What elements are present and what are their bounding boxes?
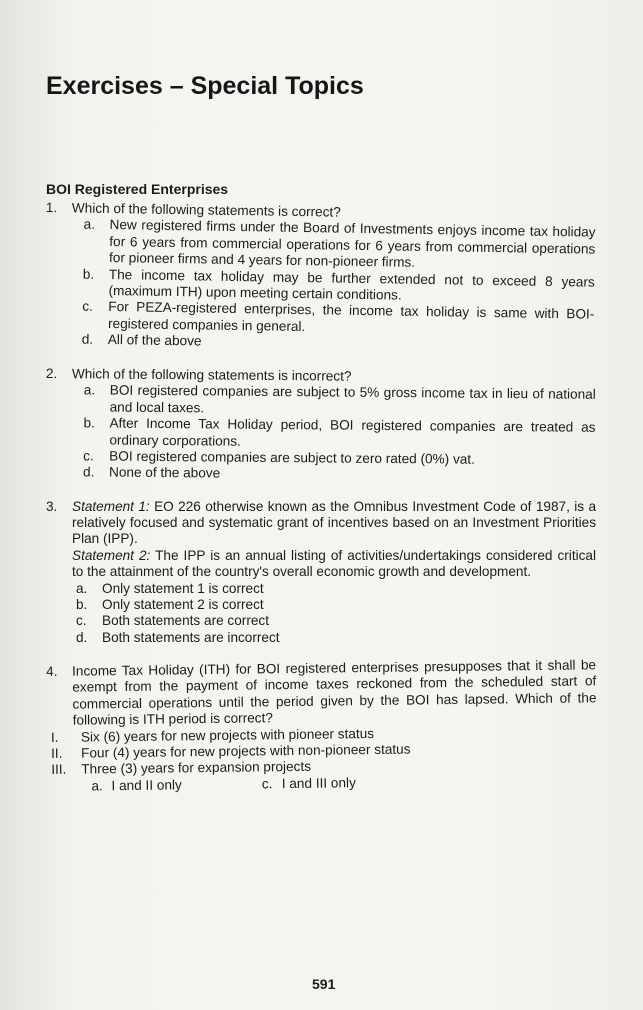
- option-c: [262, 775, 356, 793]
- question-statements: [72, 499, 596, 581]
- statement-1-label: Statement 1:: [72, 498, 150, 514]
- option-letter: b.: [83, 415, 95, 431]
- option-a: [91, 777, 181, 795]
- option-letter: c.: [261, 776, 273, 792]
- question-text: Which of the following statements is incorrect?: [71, 365, 352, 384]
- option-text: I and III only: [281, 775, 356, 792]
- question-number: 3.: [46, 498, 58, 514]
- option-text: Only statement 2 is correct: [102, 596, 264, 612]
- option-a: [83, 217, 596, 274]
- roman-numeral: II.: [51, 745, 63, 762]
- option-text: BOI registered companies are subject to zero rated (0%) vat.: [109, 448, 475, 467]
- option-letter: d.: [76, 629, 88, 645]
- option-text: Only statement 1 is correct: [102, 580, 264, 596]
- roman-item-list: [51, 723, 598, 779]
- option-a: [84, 382, 596, 419]
- option-text: For PEZA-registered enterprises, the income tax holiday is same with BOI-registered companies in general.: [107, 299, 595, 334]
- option-text: BOI registered companies are subject to 5% gross income tax in lieu of national and local taxes.: [109, 382, 596, 415]
- statement-2-text: The IPP is an annual listing of activities/undertakings considered critical to the attainment of the country's overall economic growth and development.: [72, 547, 596, 580]
- statement-1: [72, 499, 596, 548]
- question-text: Income Tax Holiday (ITH) for BOI registered enterprises presupposes that it shall be exempt from the payment of income taxes reckoned from the scheduled start of commercial operations until the period given by the BOI has lapsed. Which of the following is ITH period is correct?: [71, 657, 597, 729]
- option-d: [76, 630, 596, 646]
- option-letter: a.: [83, 382, 96, 398]
- page-number: 591: [312, 976, 336, 992]
- question-number: 1.: [45, 200, 58, 216]
- roman-item-text: Six (6) years for new projects with pioneer status: [80, 725, 375, 745]
- option-letter: c.: [76, 613, 87, 629]
- option-b: [83, 415, 595, 452]
- statement-2: [72, 548, 596, 581]
- roman-item-text: Four (4) years for new projects with non-pioneer status: [80, 741, 411, 761]
- option-c: [76, 613, 596, 629]
- page-title: Exercises – Special Topics: [46, 72, 364, 100]
- question-1: [44, 200, 596, 356]
- option-text: Both statements are correct: [102, 613, 269, 629]
- option-letter: a.: [83, 217, 96, 233]
- exercise-list: [46, 200, 596, 795]
- option-list: [82, 217, 596, 356]
- option-text: After Income Tax Holiday period, BOI registered companies are treated as ordinary corporations.: [109, 415, 596, 448]
- section-heading: BOI Registered Enterprises: [46, 181, 229, 197]
- question-text: Which of the following statements is correct?: [71, 200, 341, 220]
- option-letter: d.: [81, 331, 94, 348]
- roman-numeral: I.: [50, 729, 59, 745]
- option-letter: d.: [83, 464, 95, 480]
- option-letter: a.: [76, 580, 88, 596]
- option-letter: b.: [82, 266, 95, 282]
- option-b: [76, 597, 596, 613]
- option-list: [83, 382, 596, 485]
- statement-2-label: Statement 2:: [72, 547, 151, 563]
- question-2: [45, 366, 596, 486]
- question-number: 2.: [45, 365, 58, 381]
- option-text: None of the above: [109, 464, 221, 481]
- question-3: [46, 499, 596, 647]
- statement-1-text: EO 226 otherwise known as the Omnibus Investment Code of 1987, is a relatively focused and systematic grant of incentives based on an Investment Priorities Plan (IPP).: [72, 498, 597, 547]
- roman-item-text: Three (3) years for expansion projects: [81, 759, 312, 778]
- option-list: [76, 581, 596, 647]
- option-letter: c.: [83, 448, 94, 464]
- option-letter: a.: [91, 778, 103, 794]
- roman-numeral: III.: [51, 762, 67, 778]
- option-letter: c.: [82, 299, 94, 315]
- option-text: All of the above: [107, 332, 202, 349]
- option-text: I and II only: [111, 777, 182, 794]
- option-a: [76, 581, 596, 597]
- option-text: Both statements are incorrect: [102, 629, 280, 645]
- option-text: The income tax holiday may be further extended not to exceed 8 years (maximum ITH) upon meeting certain conditions.: [108, 266, 595, 303]
- option-letter: b.: [76, 596, 88, 612]
- question-4: [46, 657, 598, 795]
- question-number: 4.: [46, 664, 58, 680]
- option-text: New registered firms under the Board of Investments enjoys income tax holiday for 6 years from commercial operations for 6 years from commercial operations for pioneer firms and 4 years for non-pioneer firms.: [108, 217, 596, 271]
